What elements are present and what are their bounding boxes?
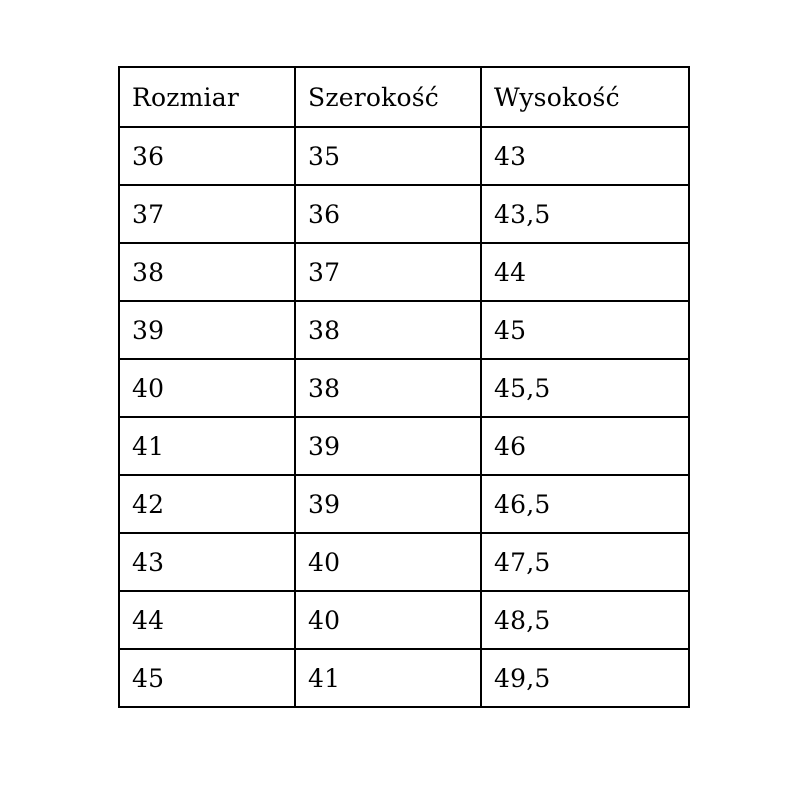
cell-height: 45,5 — [481, 359, 689, 417]
cell-height: 47,5 — [481, 533, 689, 591]
cell-width: 39 — [295, 475, 481, 533]
cell-height: 44 — [481, 243, 689, 301]
cell-height: 43 — [481, 127, 689, 185]
table-row — [119, 649, 689, 707]
cell-width: 35 — [295, 127, 481, 185]
cell-size: 41 — [119, 417, 295, 475]
cell-size: 40 — [119, 359, 295, 417]
cell-width: 37 — [295, 243, 481, 301]
cell-width: 41 — [295, 649, 481, 707]
cell-height: 48,5 — [481, 591, 689, 649]
table-row — [119, 185, 689, 243]
cell-size: 36 — [119, 127, 295, 185]
table-row — [119, 359, 689, 417]
column-header-height: Wysokość — [481, 67, 689, 127]
cell-size: 44 — [119, 591, 295, 649]
cell-height: 46 — [481, 417, 689, 475]
table-row — [119, 417, 689, 475]
cell-height: 46,5 — [481, 475, 689, 533]
table-row — [119, 475, 689, 533]
cell-height: 43,5 — [481, 185, 689, 243]
cell-height: 49,5 — [481, 649, 689, 707]
column-header-width: Szerokość — [295, 67, 481, 127]
table-row — [119, 243, 689, 301]
cell-width: 40 — [295, 533, 481, 591]
cell-size: 38 — [119, 243, 295, 301]
table-row — [119, 591, 689, 649]
table-body — [119, 127, 689, 707]
cell-size: 43 — [119, 533, 295, 591]
table-header — [119, 67, 689, 127]
cell-width: 38 — [295, 359, 481, 417]
table-row — [119, 301, 689, 359]
size-chart-table — [118, 66, 690, 708]
table-row — [119, 127, 689, 185]
cell-size: 45 — [119, 649, 295, 707]
cell-width: 39 — [295, 417, 481, 475]
cell-size: 39 — [119, 301, 295, 359]
cell-size: 42 — [119, 475, 295, 533]
cell-width: 38 — [295, 301, 481, 359]
cell-size: 37 — [119, 185, 295, 243]
cell-width: 36 — [295, 185, 481, 243]
cell-height: 45 — [481, 301, 689, 359]
column-header-size: Rozmiar — [119, 67, 295, 127]
table-header-row — [119, 67, 689, 127]
table-row — [119, 533, 689, 591]
cell-width: 40 — [295, 591, 481, 649]
